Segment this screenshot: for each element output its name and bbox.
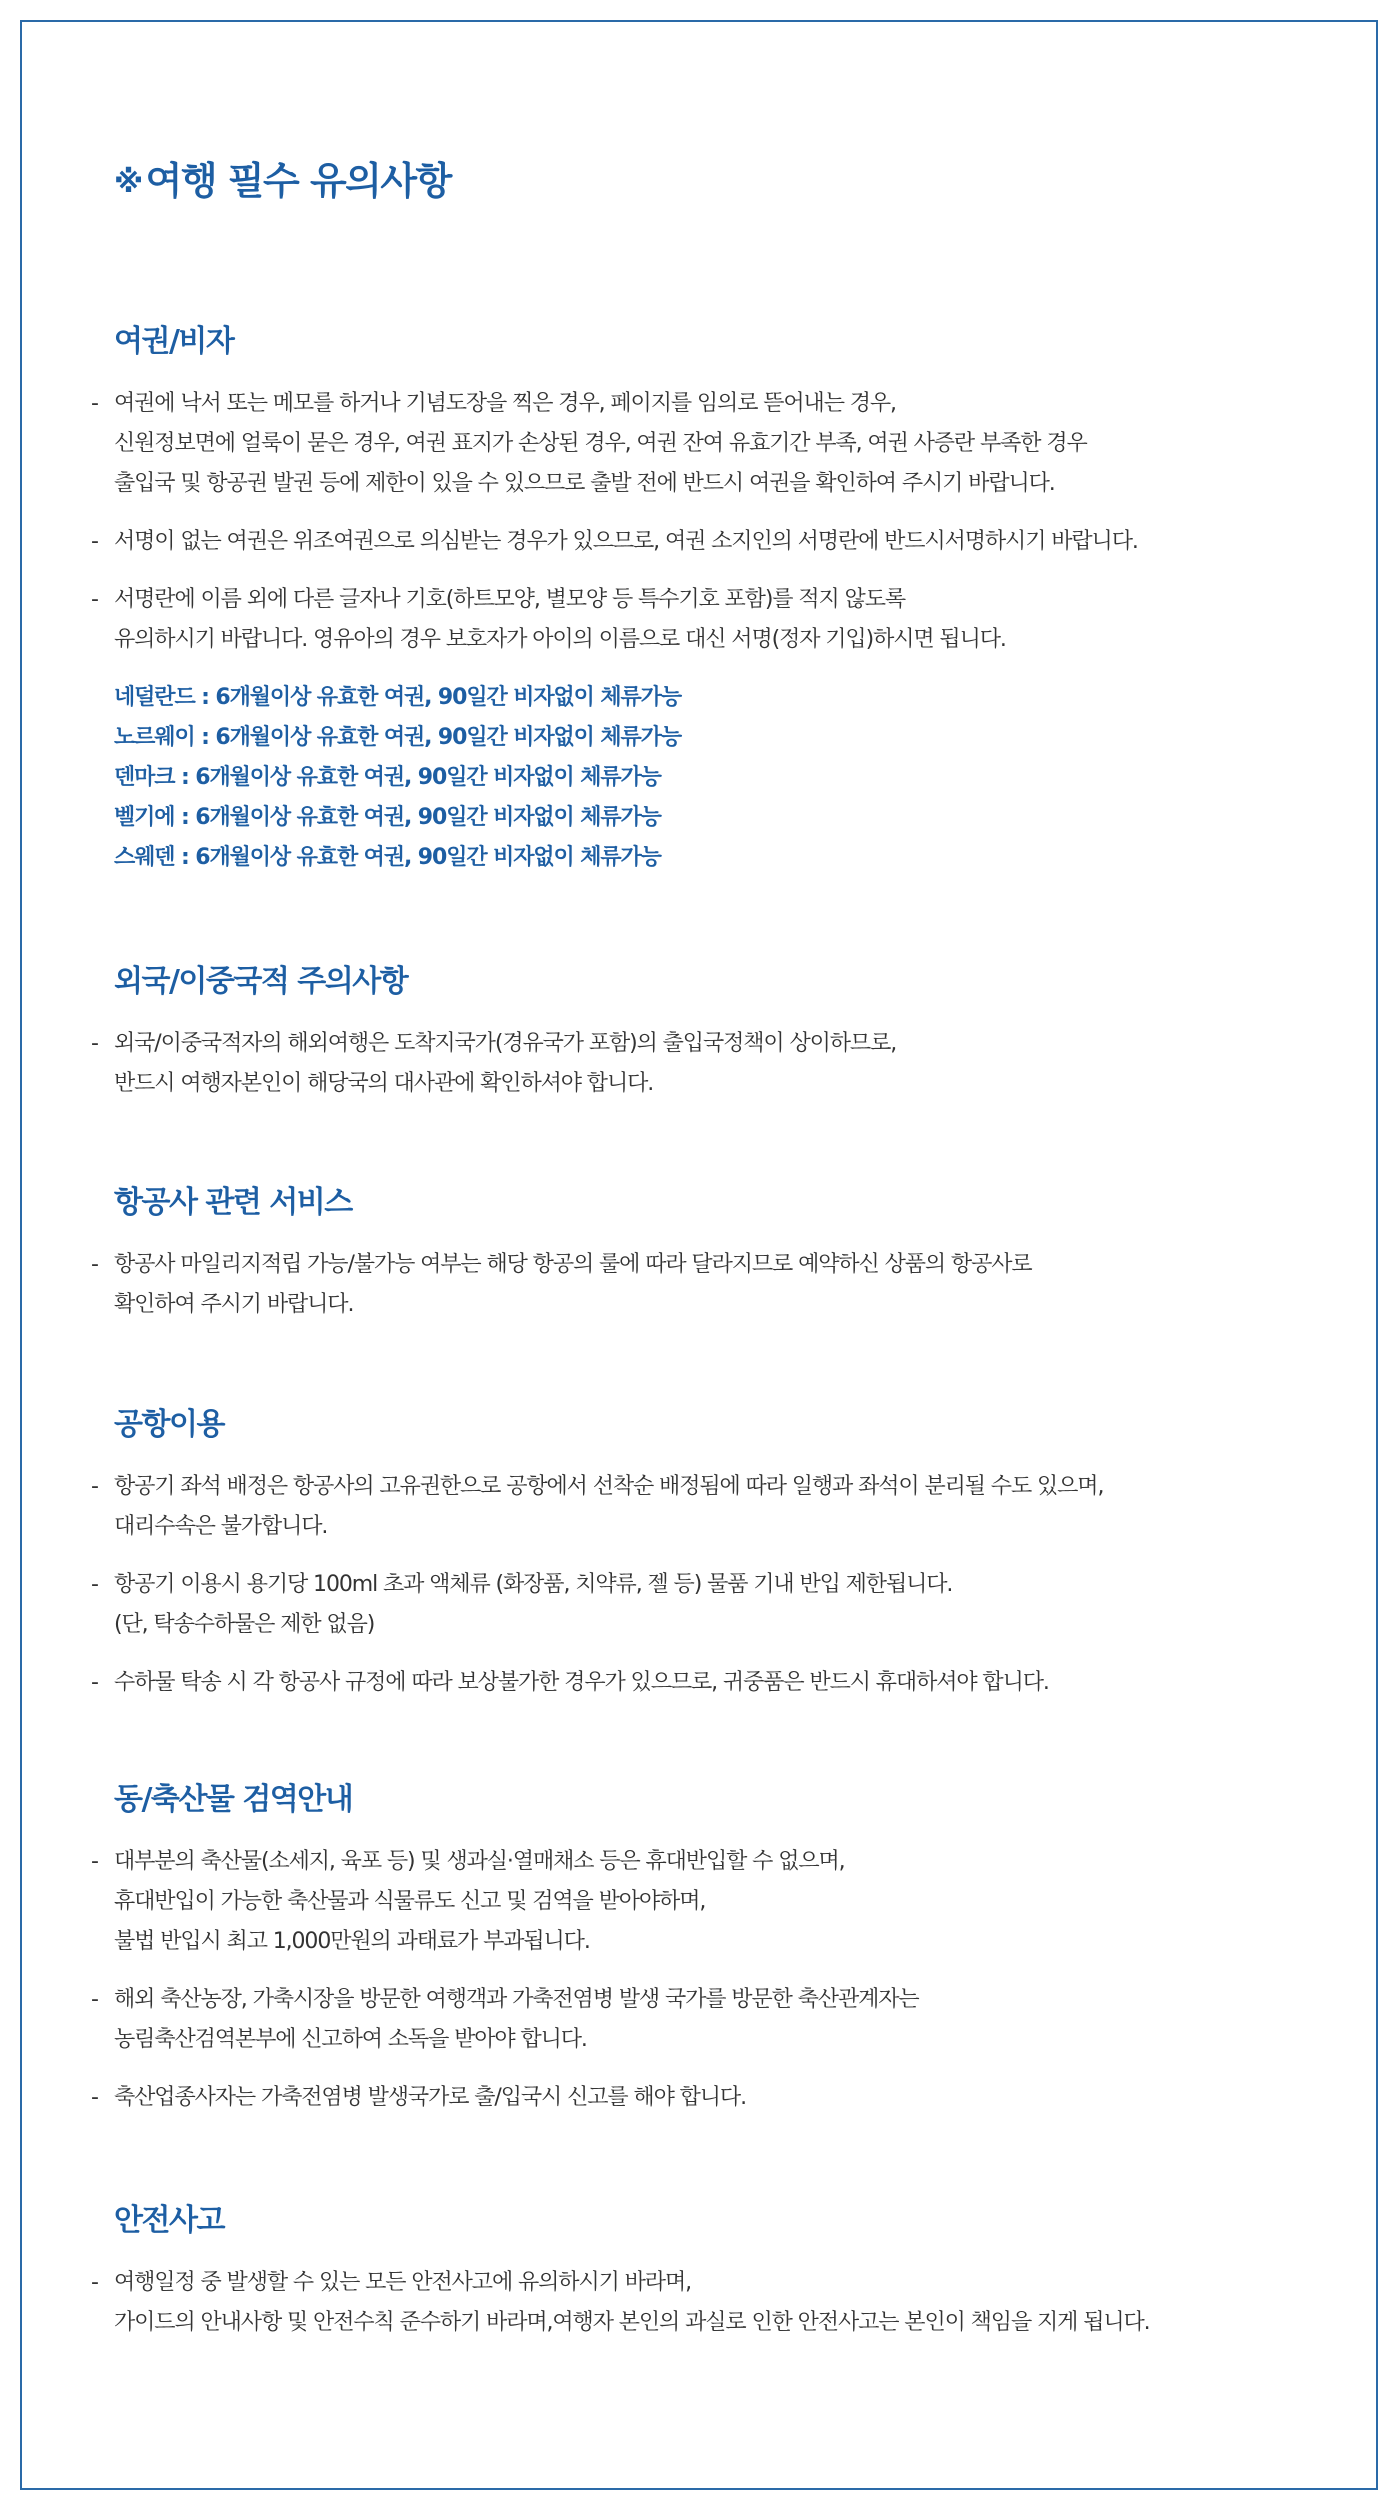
section-airport-use: [91, 1405, 1314, 1721]
section-heading: 외국/이중국적 주의사항: [114, 964, 408, 999]
notice-list: [91, 384, 1314, 660]
notice-list: [91, 1467, 1314, 1703]
dash-bullet: -: [91, 1474, 99, 1499]
item-line: 불법 반입시 최고 1,000만원의 과태료가 부과됩니다.: [114, 1929, 590, 1954]
item-line: 여권에 낙서 또는 메모를 하거나 기념도장을 찍은 경우, 페이지를 임의로 뜯어내는 경우,: [114, 391, 896, 416]
list-item: [91, 1980, 1314, 2060]
section-heading: 여권/비자: [114, 324, 234, 359]
section-dual-citizenship: [91, 962, 1314, 1122]
notice-list: [91, 1842, 1314, 2118]
list-item: [91, 1842, 1314, 1962]
list-item: [91, 1245, 1314, 1325]
item-line: 축산업종사자는 가축전염병 발생국가로 출/입국시 신고를 해야 합니다.: [114, 2085, 746, 2110]
section-quarantine: [91, 1780, 1314, 2136]
page-title: [114, 150, 451, 205]
reference-mark: ※: [114, 165, 142, 200]
item-line: 항공기 좌석 배정은 항공사의 고유권한으로 공항에서 선착순 배정됨에 따라 일행과 좌석이 분리될 수도 있으며,: [114, 1474, 1104, 1499]
list-item: [91, 1565, 1314, 1645]
section-heading: 동/축산물 검역안내: [114, 1782, 353, 1817]
dash-bullet: -: [91, 1849, 99, 1874]
item-line: 수하물 탁송 시 각 항공사 규정에 따라 보상불가한 경우가 있으므로, 귀중품은 반드시 휴대하셔야 합니다.: [114, 1670, 1049, 1695]
dash-bullet: -: [91, 1987, 99, 2012]
visa-free-country-list: [114, 678, 1314, 878]
list-item: [91, 1467, 1314, 1547]
visa-free-country-item: 네덜란드 : 6개월이상 유효한 여권, 90일간 비자없이 체류가능: [114, 685, 681, 710]
item-line: 여행일정 중 발생할 수 있는 모든 안전사고에 유의하시기 바라며,: [114, 2270, 691, 2295]
section-airline-service: [91, 1183, 1314, 1343]
list-item: [91, 2263, 1314, 2343]
item-line: 유의하시기 바랍니다. 영유아의 경우 보호자가 아이의 이름으로 대신 서명(정자 기입)하시면 됩니다.: [114, 627, 1006, 652]
list-item: [91, 2078, 1314, 2118]
dash-bullet: -: [91, 1252, 99, 1277]
item-line: 출입국 및 항공권 발권 등에 제한이 있을 수 있으므로 출발 전에 반드시 여권을 확인하여 주시기 바랍니다.: [114, 471, 1055, 496]
visa-free-country-item: 벨기에 : 6개월이상 유효한 여권, 90일간 비자없이 체류가능: [114, 805, 661, 830]
dash-bullet: -: [91, 1031, 99, 1056]
section-heading: 항공사 관련 서비스: [114, 1185, 352, 1220]
item-line: 휴대반입이 가능한 축산물과 식물류도 신고 및 검역을 받아야하며,: [114, 1889, 706, 1914]
item-line: 신원정보면에 얼룩이 묻은 경우, 여권 표지가 손상된 경우, 여권 잔여 유효기간 부족, 여권 사증란 부족한 경우: [114, 431, 1087, 456]
dash-bullet: -: [91, 391, 99, 416]
item-line: 가이드의 안내사항 및 안전수칙 준수하기 바라며,여행자 본인의 과실로 인한 안전사고는 본인이 책임을 지게 됩니다.: [114, 2310, 1150, 2335]
dash-bullet: -: [91, 2085, 99, 2110]
dash-bullet: -: [91, 1670, 99, 1695]
section-safety: [91, 2201, 1314, 2361]
item-line: 해외 축산농장, 가축시장을 방문한 여행객과 가축전염병 발생 국가를 방문한 축산관계자는: [114, 1987, 919, 2012]
list-item: [91, 1663, 1314, 1703]
section-heading: 안전사고: [114, 2203, 224, 2238]
section-passport-visa: [91, 322, 1314, 878]
item-line: 서명이 없는 여권은 위조여권으로 의심받는 경우가 있으므로, 여권 소지인의 서명란에 반드시서명하시기 바랍니다.: [114, 529, 1138, 554]
item-line: 대리수속은 불가합니다.: [114, 1514, 328, 1539]
item-line: 확인하여 주시기 바랍니다.: [114, 1292, 354, 1317]
item-line: 항공사 마일리지적립 가능/불가능 여부는 해당 항공의 룰에 따라 달라지므로 예약하신 상품의 항공사로: [114, 1252, 1032, 1277]
visa-free-country-item: 스웨덴 : 6개월이상 유효한 여권, 90일간 비자없이 체류가능: [114, 845, 661, 870]
page-title-text: 여행 필수 유의사항: [145, 159, 451, 203]
item-line: 서명란에 이름 외에 다른 글자나 기호(하트모양, 별모양 등 특수기호 포함)를 적지 않도록: [114, 587, 906, 612]
notice-list: [91, 1024, 1314, 1104]
dash-bullet: -: [91, 529, 99, 554]
list-item: [91, 580, 1314, 660]
dash-bullet: -: [91, 587, 99, 612]
section-heading: 공항이용: [114, 1407, 224, 1442]
list-item: [91, 1024, 1314, 1104]
visa-free-country-item: 덴마크 : 6개월이상 유효한 여권, 90일간 비자없이 체류가능: [114, 765, 661, 790]
item-line: 반드시 여행자본인이 해당국의 대사관에 확인하셔야 합니다.: [114, 1071, 654, 1096]
list-item: [91, 522, 1314, 562]
notice-list: [91, 1245, 1314, 1325]
item-line: 외국/이중국적자의 해외여행은 도착지국가(경유국가 포함)의 출입국정책이 상이하므로,: [114, 1031, 897, 1056]
visa-free-country-item: 노르웨이 : 6개월이상 유효한 여권, 90일간 비자없이 체류가능: [114, 725, 681, 750]
list-item: [91, 384, 1314, 504]
item-line: 항공기 이용시 용기당 100ml 초과 액체류 (화장품, 치약류, 젤 등) 물품 기내 반입 제한됩니다.: [114, 1572, 953, 1597]
dash-bullet: -: [91, 2270, 99, 2295]
item-line: (단, 탁송수하물은 제한 없음): [114, 1612, 375, 1637]
item-line: 농림축산검역본부에 신고하여 소독을 받아야 합니다.: [114, 2027, 587, 2052]
item-line: 대부분의 축산물(소세지, 육포 등) 및 생과실·열매채소 등은 휴대반입할 수 없으며,: [114, 1849, 845, 1874]
dash-bullet: -: [91, 1572, 99, 1597]
notice-list: [91, 2263, 1314, 2343]
